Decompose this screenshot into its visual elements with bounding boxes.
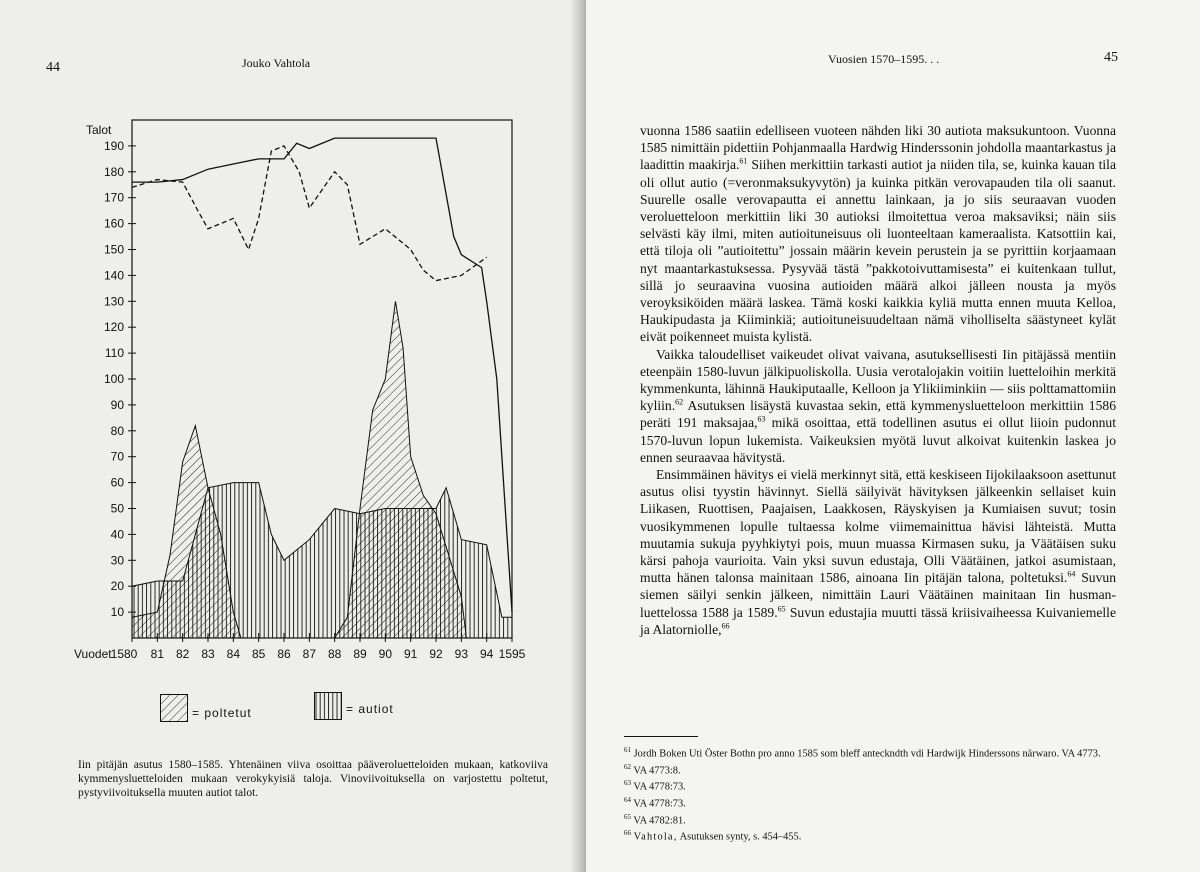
x-tick-label: 84 — [226, 647, 241, 661]
figure-caption: Iin pitäjän asutus 1580–1585. Yhtenäinen viiva osoittaa pääveroluetteloiden mukaan, katkoviiva kymmenysluetteloiden mukaan verokykyisiä taloja. Vinoviivoituksella on varjostettu poltetut, pystyviivoituksella muuten autiot talot. — [78, 759, 548, 799]
running-head-left: Jouko Vahtola — [242, 56, 311, 70]
footnote-text: VA 4773:8. — [633, 765, 681, 777]
footnote-ref: 63 — [757, 414, 766, 424]
y-tick-label: 180 — [103, 164, 124, 179]
x-tick-label: 92 — [429, 647, 443, 661]
footnote — [624, 811, 1114, 828]
body-paragraph — [640, 346, 1116, 466]
x-tick-label: 1595 — [498, 647, 526, 661]
y-tick-label: 170 — [103, 190, 124, 205]
body-text — [640, 122, 1116, 638]
y-tick-label: 150 — [103, 242, 124, 257]
y-tick-label: 90 — [110, 397, 124, 412]
y-tick-label: 30 — [110, 553, 124, 568]
footnote-rule — [624, 736, 698, 737]
running-head-right: Vuosien 1570–1595. . . — [828, 52, 940, 66]
footnote-author: Vahtola, — [633, 831, 678, 843]
footnote-text: Asutuksen synty, s. 454–455. — [679, 831, 802, 843]
body-text-run: Asutuksen lisäystä kuvastaa sekin, että kymmenysluetteloon merkittiin 1586 peräti 191 maksajaa, — [640, 398, 1116, 431]
legend-deserted-swatch — [314, 692, 342, 720]
footnote-text: VA 4778:73. — [633, 798, 686, 810]
footnote-number: 62 — [624, 762, 631, 771]
x-tick-label: 93 — [454, 647, 469, 661]
footnote — [624, 827, 1114, 844]
legend-burned-label: = poltetut — [192, 706, 252, 720]
x-tick-label: 88 — [327, 647, 342, 661]
x-tick-label: 82 — [175, 647, 190, 661]
y-tick-label: 10 — [110, 605, 124, 620]
settlement-chart — [70, 112, 550, 664]
footnote — [624, 761, 1114, 778]
footnote-text: VA 4778:73. — [633, 781, 686, 793]
y-tick-label: 70 — [110, 449, 124, 464]
footnote-text: VA 4782:81. — [633, 815, 686, 827]
legend-deserted-label: = autiot — [346, 702, 394, 716]
footnote — [624, 744, 1114, 761]
x-tick-label: 83 — [201, 647, 215, 661]
body-text-run: Suvun edustajia muutti tässä kriisivaiheessa Kuivaniemelle ja Alatorniolle, — [640, 604, 1116, 637]
footnote-number: 61 — [624, 746, 631, 754]
x-tick-label: 91 — [403, 647, 418, 661]
y-tick-label: 130 — [103, 294, 124, 309]
body-paragraph — [640, 466, 1116, 638]
x-tick-label: 90 — [378, 647, 393, 661]
footnote — [624, 777, 1114, 794]
page-number-right: 45 — [1104, 50, 1118, 65]
body-paragraph — [640, 122, 1116, 346]
footnote-number: 64 — [624, 796, 631, 805]
y-tick-label: 40 — [110, 527, 124, 542]
x-tick-label: 87 — [302, 647, 317, 661]
y-tick-label: 120 — [103, 320, 124, 335]
y-tick-label: 160 — [103, 216, 124, 231]
page-number-left: 44 — [46, 60, 60, 75]
footnote-number: 65 — [624, 812, 631, 821]
y-tick-label: 190 — [103, 138, 124, 153]
footnotes — [624, 744, 1114, 844]
footnote-ref: 62 — [675, 397, 684, 407]
y-tick-label: 60 — [110, 475, 124, 490]
x-tick-label: 89 — [353, 647, 367, 661]
body-text-run: Siihen merkittiin tarkasti autiot ja niiden tila, se, kuinka kauan tila oli ollut autio (=veronmaksukyvytön) ja kuinka pitkän verovapauden tila oli saanut. Suurelle osalle verovapautta ei annettu lainkaan, ja jo siis seuraavan vuoden veroluetteloon merkittiin liki 30 autioksi ilmoitettua veroa maksaviksi; näin siis selvästi käy ilmi, miten autioituneisuus oli luonteeltaan kameraalista. Katsottiin kai, että tiloja oli ”autioitettu” jossain määrin kevein perustein ja se pyrittiin korjaamaan nyt maantarkastuksessa. Pysyvää tästä ”pakkotoivuttamisesta” ei kuitenkaan tullut, sillä jo seuraavina vuosina autioiden määrä alkoi jälleen nousta ja myös veroyksiköiden määrä laskea. Tämä koski kaikkia kyliä mutta ennen muuta Kelloa, Haukipudasta ja Kiiminkiä; autioituneisuudeltaan nämä viholliselta säästyneet kylät eivät poikenneet muista kylistä. — [640, 157, 1116, 345]
y-tick-label: 140 — [103, 268, 124, 283]
y-axis-label: Talot — [86, 123, 112, 137]
body-text-run: mikä osoittaa, että todellinen asutus ei ollut liioin pudonnut 1570-luvun lopun lukemista. Vaikeuksien myötä luvut alkoivat kuitenkin laskea jo ennen seuraavaa hävitystä. — [640, 415, 1116, 465]
x-tick-label: 1580 — [110, 647, 138, 661]
x-tick-label: 86 — [277, 647, 291, 661]
footnote-ref: 65 — [777, 604, 786, 614]
x-tick-label: 94 — [479, 647, 494, 661]
x-tick-label: 81 — [150, 647, 165, 661]
footnote-text: Jordh Boken Uti Öster Bothn pro anno 1585 som bleff anteckndth vdi Hardwijk Hinderssons närwaro. VA 4773. — [633, 748, 1101, 760]
body-text-run: Ensimmäinen hävitys ei vielä merkinnyt sitä, että keskiseen Iijokilaaksoon asettunut asutus olisi tyystin hävinnyt. Siellä säilyivät hävityksen jälkeenkin sellaiset kuin Liikasen, Ruottisen, Paajaisen, Laakkosen, Räyskyisen ja Kumiaisen suvut; tosin vuosikymmenen lopulle tultaessa kolme viimemainittua hävisi lähteistä. Mutta muutamia sukuja pyyhkiytyi pois, muun muassa Kirmasen suku, ja Väätäisen suku kärsi pahoja vaurioita. Vain yksi suvun edustaja, Olli Väätäinen, jatkoi asumistaan, mutta hänen talonsa mainitaan 1586, ainoana Iin pitäjän talona, poltetuksi. — [640, 467, 1116, 586]
legend-burned-swatch — [160, 694, 188, 722]
x-tick-label: 85 — [251, 647, 266, 661]
body-text-run: Vaikka taloudelliset vaikeudet olivat vaivana, asutuksellisesti Iin pitäjässä mentiin eteenpäin 1580-luvun jälkipuoliskolla. Uusia verotalojakin voitiin luetteloihin merkitä kymmenkunta, lähinnä Haukiputaalle, Kelloon ja Ylikiiminkiin — siis polttamattomiin kyliin. — [640, 346, 1116, 414]
left-page — [0, 0, 582, 872]
tithe-list-line — [132, 146, 487, 281]
y-tick-label: 80 — [110, 423, 124, 438]
y-tick-label: 110 — [104, 346, 124, 361]
footnote-ref: 61 — [739, 156, 748, 166]
footnote-ref: 66 — [721, 621, 730, 631]
footnote-number: 63 — [624, 779, 631, 788]
footnote-number: 66 — [624, 829, 631, 838]
body-text-run: Suvun siemen säilyi senkin jälkeen, nimittäin Lauri Väätäinen mainitaan Iin husman-luettelossa 1588 ja 1589. — [640, 570, 1116, 620]
x-axis-label: Vuodet — [74, 647, 112, 661]
y-tick-label: 100 — [103, 372, 124, 386]
body-text-run: vuonna 1586 saatiin edelliseen vuoteen nähden liki 30 autiota maksukuntoon. Vuonna 1585 nimittäin pidettiin Pohjanmaalla Hardwig Hinderssonin johdolla maantarkastus ja laadittin maakirja. — [640, 123, 1116, 173]
footnote — [624, 794, 1114, 811]
y-tick-label: 50 — [110, 501, 124, 516]
footnote-ref: 64 — [1067, 569, 1076, 579]
y-tick-label: 20 — [110, 579, 124, 594]
